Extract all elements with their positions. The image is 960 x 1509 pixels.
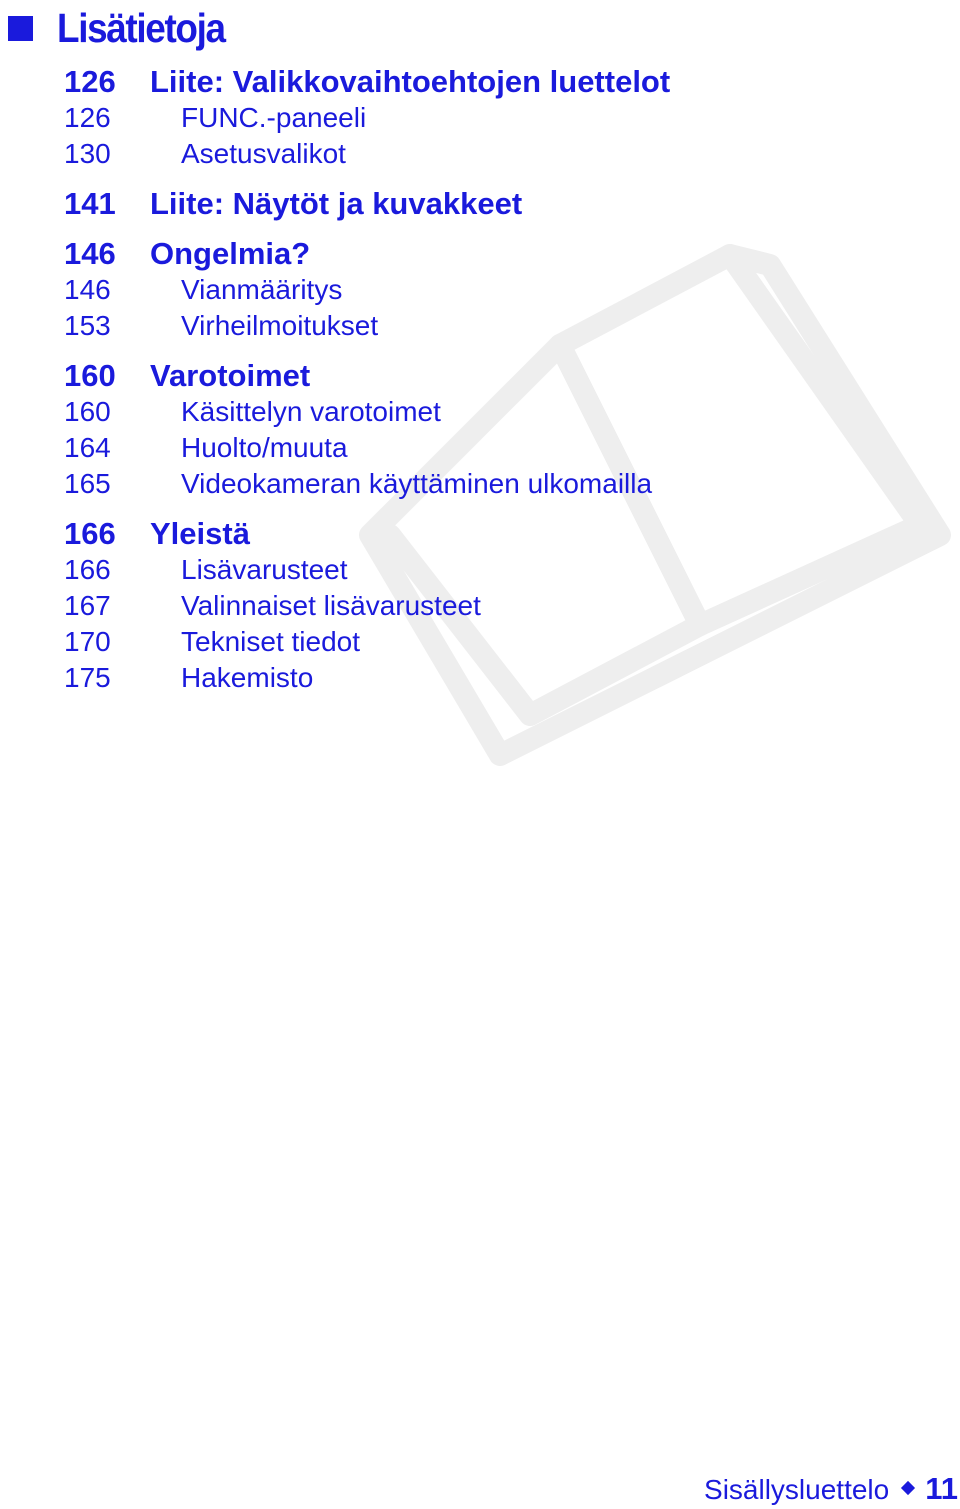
toc-page-number: 165 — [64, 468, 111, 499]
toc-page-number: 130 — [64, 138, 111, 169]
toc-entry[interactable] — [64, 588, 944, 624]
toc-page-number: 160 — [64, 358, 116, 393]
toc-entry[interactable] — [64, 552, 944, 588]
toc-entry-title: Lisävarusteet — [181, 554, 348, 585]
page-number: 11 — [925, 1471, 958, 1506]
toc-entry[interactable] — [64, 624, 944, 660]
toc-entry-title: Tekniset tiedot — [181, 626, 360, 657]
toc-entry-title: Vianmääritys — [181, 274, 343, 305]
toc-page-number: 170 — [64, 626, 111, 657]
toc-entry-title: FUNC.-paneeli — [181, 102, 367, 133]
toc-section — [64, 186, 944, 222]
toc-section-entry[interactable] — [64, 516, 944, 552]
toc-entry-title: Videokameran käyttäminen ulkomailla — [181, 468, 653, 499]
square-icon — [8, 16, 33, 41]
toc-page-number: 160 — [64, 396, 111, 427]
toc-page-number: 146 — [64, 236, 116, 271]
toc-section-entry[interactable] — [64, 358, 944, 394]
toc-entry[interactable] — [64, 136, 944, 172]
toc-page-number: 126 — [64, 64, 116, 99]
page-footer — [704, 1471, 960, 1507]
toc-section-entry[interactable] — [64, 236, 944, 272]
toc-entry[interactable] — [64, 308, 944, 344]
toc-page-number: 153 — [64, 310, 111, 341]
toc-page-number: 126 — [64, 102, 111, 133]
toc-entry[interactable] — [64, 466, 944, 502]
toc-entry-title: Virheilmoitukset — [181, 310, 379, 341]
toc-page-number: 167 — [64, 590, 111, 621]
diamond-icon — [901, 1481, 915, 1495]
toc-page-number: 164 — [64, 432, 111, 463]
toc-entry[interactable] — [64, 100, 944, 136]
toc-entry[interactable] — [64, 430, 944, 466]
toc-section — [64, 236, 944, 344]
toc-section — [64, 358, 944, 502]
toc-section — [64, 516, 944, 696]
footer-section-label: Sisällysluettelo — [704, 1474, 890, 1505]
table-of-contents — [64, 64, 944, 710]
toc-entry-title: Asetusvalikot — [181, 138, 346, 169]
toc-entry-title: Huolto/muuta — [181, 432, 348, 463]
toc-entry[interactable] — [64, 394, 944, 430]
toc-entry-title: Valinnaiset lisävarusteet — [181, 590, 481, 621]
toc-page-number: 175 — [64, 662, 111, 693]
toc-page-number: 146 — [64, 274, 111, 305]
toc-section-title: Liite: Valikkovaihtoehtojen luettelot — [150, 64, 671, 99]
toc-section-entry[interactable] — [64, 64, 944, 100]
toc-entry-title: Käsittelyn varotoimet — [181, 396, 441, 427]
toc-section — [64, 64, 944, 172]
toc-section-entry[interactable] — [64, 186, 944, 222]
toc-entry[interactable] — [64, 272, 944, 308]
toc-page-number: 141 — [64, 186, 116, 221]
toc-page-number: 166 — [64, 516, 116, 551]
toc-section-title: Ongelmia? — [150, 236, 311, 271]
toc-entry-title: Hakemisto — [181, 662, 314, 693]
toc-page-number: 166 — [64, 554, 111, 585]
toc-section-title: Yleistä — [150, 516, 250, 551]
toc-section-title: Varotoimet — [150, 358, 311, 393]
toc-section-title: Liite: Näytöt ja kuvakkeet — [150, 186, 523, 221]
toc-entry[interactable] — [64, 660, 944, 696]
page-title: Lisätietoja — [57, 5, 225, 51]
